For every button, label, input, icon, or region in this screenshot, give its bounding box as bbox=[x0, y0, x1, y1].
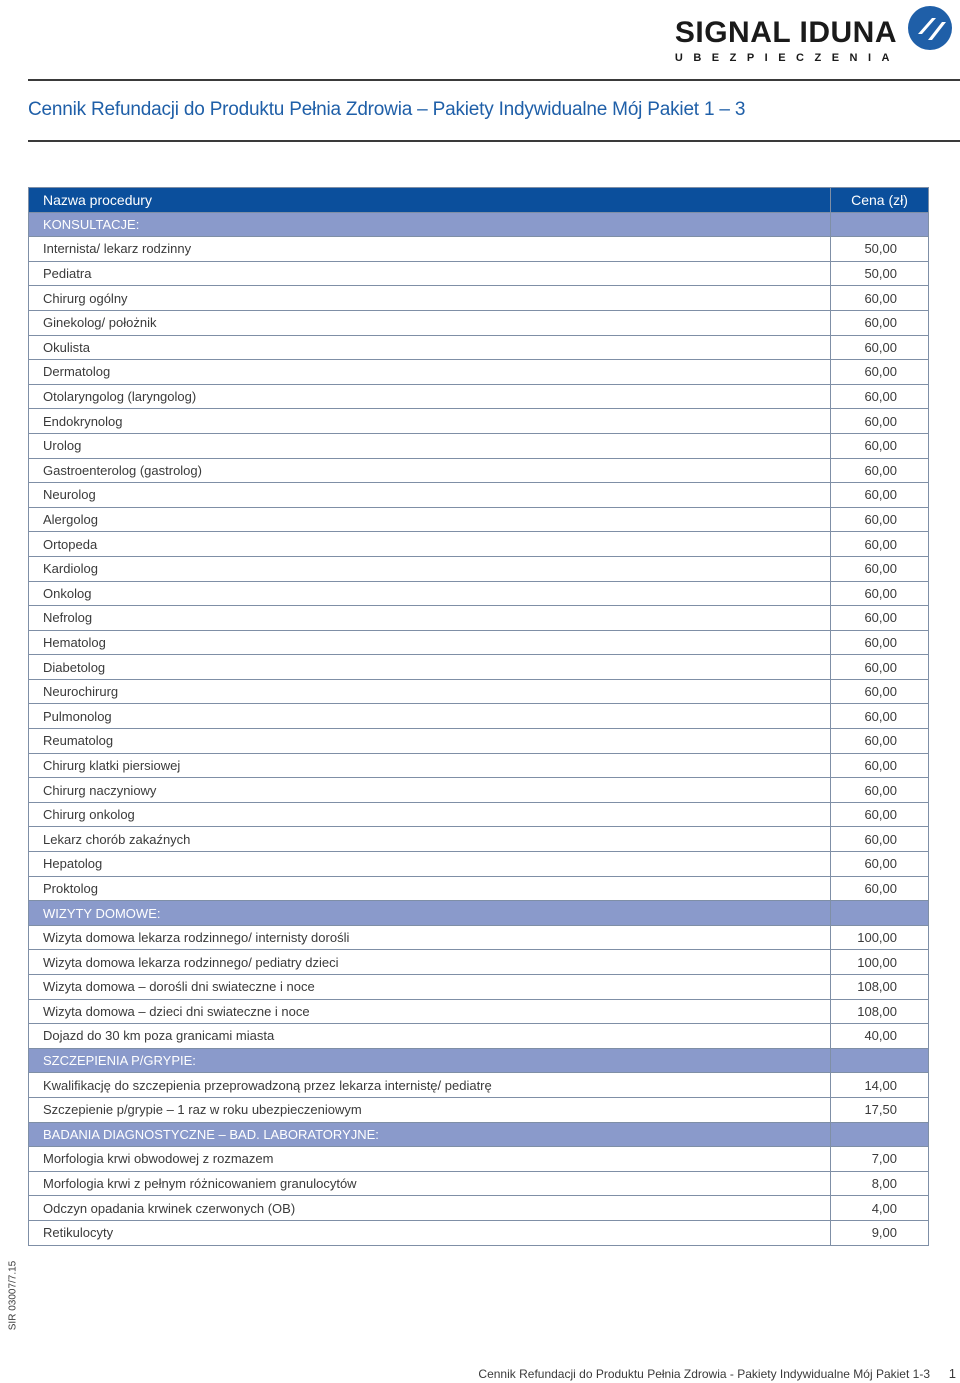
logo-title: SIGNAL IDUNA bbox=[674, 16, 897, 49]
price-table bbox=[28, 187, 929, 1246]
table-row bbox=[29, 384, 929, 409]
table-row bbox=[29, 975, 929, 1000]
procedure-name: Morfologia krwi obwodowej z rozmazem bbox=[29, 1147, 831, 1172]
procedure-name: Morfologia krwi z pełnym różnicowaniem granulocytów bbox=[29, 1171, 831, 1196]
table-row bbox=[29, 704, 929, 729]
column-header-name: Nazwa procedury bbox=[29, 188, 831, 213]
table-row bbox=[29, 360, 929, 385]
table-row bbox=[29, 532, 929, 557]
table-row bbox=[29, 802, 929, 827]
procedure-name: Diabetolog bbox=[29, 655, 831, 680]
procedure-name: Hematolog bbox=[29, 630, 831, 655]
procedure-price: 60,00 bbox=[831, 458, 929, 483]
section-title: KONSULTACJE: bbox=[29, 212, 831, 237]
procedure-price: 60,00 bbox=[831, 606, 929, 631]
procedure-price: 60,00 bbox=[831, 778, 929, 803]
procedure-price: 60,00 bbox=[831, 433, 929, 458]
logo-subtitle: UBEZPIECZENIA bbox=[674, 52, 900, 64]
procedure-name: Proktolog bbox=[29, 876, 831, 901]
table-row bbox=[29, 581, 929, 606]
table-row bbox=[29, 458, 929, 483]
procedure-name: Retikulocyty bbox=[29, 1220, 831, 1245]
procedure-name: Onkolog bbox=[29, 581, 831, 606]
procedure-price: 100,00 bbox=[831, 950, 929, 975]
procedure-price: 60,00 bbox=[831, 729, 929, 754]
procedure-name: Wizyta domowa lekarza rodzinnego/ internisty dorośli bbox=[29, 925, 831, 950]
table-row bbox=[29, 1024, 929, 1049]
procedure-name: Lekarz chorób zakaźnych bbox=[29, 827, 831, 852]
section-title: WIZYTY DOMOWE: bbox=[29, 901, 831, 926]
table-row bbox=[29, 852, 929, 877]
procedure-price: 60,00 bbox=[831, 532, 929, 557]
table-row bbox=[29, 556, 929, 581]
procedure-name: Otolaryngolog (laryngolog) bbox=[29, 384, 831, 409]
document-title: Cennik Refundacji do Produktu Pełnia Zdrowia – Pakiety Indywidualne Mój Pakiet 1 – 3 bbox=[28, 99, 746, 120]
procedure-name: Dermatolog bbox=[29, 360, 831, 385]
procedure-name: Pediatra bbox=[29, 261, 831, 286]
procedure-price: 60,00 bbox=[831, 852, 929, 877]
procedure-name: Gastroenterolog (gastrolog) bbox=[29, 458, 831, 483]
title-divider bbox=[28, 140, 960, 142]
table-row bbox=[29, 1220, 929, 1245]
section-row bbox=[29, 1048, 929, 1073]
table-row bbox=[29, 483, 929, 508]
procedure-name: Okulista bbox=[29, 335, 831, 360]
section-row bbox=[29, 1122, 929, 1147]
brand-logo bbox=[675, 18, 900, 64]
procedure-price: 60,00 bbox=[831, 679, 929, 704]
section-title: SZCZEPIENIA P/GRYPIE: bbox=[29, 1048, 831, 1073]
procedure-price: 8,00 bbox=[831, 1171, 929, 1196]
procedure-price: 60,00 bbox=[831, 827, 929, 852]
table-row bbox=[29, 778, 929, 803]
page-number: 1 bbox=[948, 1366, 956, 1381]
procedure-price: 60,00 bbox=[831, 310, 929, 335]
column-header-price: Cena (zł) bbox=[831, 188, 929, 213]
signal-iduna-emblem-icon bbox=[906, 4, 954, 52]
table-row bbox=[29, 310, 929, 335]
procedure-price: 60,00 bbox=[831, 655, 929, 680]
procedure-name: Wizyta domowa – dzieci dni swiateczne i noce bbox=[29, 999, 831, 1024]
procedure-name: Chirurg klatki piersiowej bbox=[29, 753, 831, 778]
procedure-price: 4,00 bbox=[831, 1196, 929, 1221]
procedure-price: 60,00 bbox=[831, 286, 929, 311]
procedure-price: 100,00 bbox=[831, 925, 929, 950]
procedure-price: 7,00 bbox=[831, 1147, 929, 1172]
procedure-name: Ginekolog/ położnik bbox=[29, 310, 831, 335]
table-row bbox=[29, 261, 929, 286]
procedure-name: Pulmonolog bbox=[29, 704, 831, 729]
procedure-name: Endokrynolog bbox=[29, 409, 831, 434]
procedure-name: Urolog bbox=[29, 433, 831, 458]
table-row bbox=[29, 655, 929, 680]
procedure-name: Chirurg naczyniowy bbox=[29, 778, 831, 803]
table-header-row bbox=[29, 188, 929, 213]
procedure-name: Wizyta domowa lekarza rodzinnego/ pediatry dzieci bbox=[29, 950, 831, 975]
procedure-price: 60,00 bbox=[831, 802, 929, 827]
procedure-name: Neurolog bbox=[29, 483, 831, 508]
procedure-price: 60,00 bbox=[831, 507, 929, 532]
procedure-price: 108,00 bbox=[831, 975, 929, 1000]
procedure-price: 60,00 bbox=[831, 556, 929, 581]
table-row bbox=[29, 606, 929, 631]
procedure-name: Wizyta domowa – dorośli dni swiateczne i noce bbox=[29, 975, 831, 1000]
table-row bbox=[29, 630, 929, 655]
procedure-name: Kardiolog bbox=[29, 556, 831, 581]
procedure-price: 60,00 bbox=[831, 704, 929, 729]
table-row bbox=[29, 286, 929, 311]
procedure-name: Chirurg onkolog bbox=[29, 802, 831, 827]
procedure-price bbox=[831, 212, 929, 237]
section-title: BADANIA DIAGNOSTYCZNE – BAD. LABORATORYJNE: bbox=[29, 1122, 831, 1147]
table-row bbox=[29, 999, 929, 1024]
table-row bbox=[29, 409, 929, 434]
table-row bbox=[29, 729, 929, 754]
procedure-price: 60,00 bbox=[831, 335, 929, 360]
procedure-price: 60,00 bbox=[831, 409, 929, 434]
procedure-price: 60,00 bbox=[831, 360, 929, 385]
procedure-name: Chirurg ogólny bbox=[29, 286, 831, 311]
table-row bbox=[29, 1073, 929, 1098]
procedure-price: 108,00 bbox=[831, 999, 929, 1024]
table-row bbox=[29, 679, 929, 704]
procedure-price bbox=[831, 1048, 929, 1073]
procedure-price: 60,00 bbox=[831, 630, 929, 655]
procedure-name: Alergolog bbox=[29, 507, 831, 532]
procedure-price: 60,00 bbox=[831, 483, 929, 508]
procedure-price: 50,00 bbox=[831, 261, 929, 286]
procedure-price: 17,50 bbox=[831, 1097, 929, 1122]
procedure-name: Internista/ lekarz rodzinny bbox=[29, 237, 831, 262]
footer-text: Cennik Refundacji do Produktu Pełnia Zdrowia - Pakiety Indywidualne Mój Pakiet 1-3 bbox=[478, 1367, 930, 1381]
procedure-name: Dojazd do 30 km poza granicami miasta bbox=[29, 1024, 831, 1049]
table-row bbox=[29, 433, 929, 458]
procedure-name: Szczepienie p/grypie – 1 raz w roku ubezpieczeniowym bbox=[29, 1097, 831, 1122]
procedure-price: 9,00 bbox=[831, 1220, 929, 1245]
procedure-name: Kwalifikację do szczepienia przeprowadzoną przez lekarza internistę/ pediatrę bbox=[29, 1073, 831, 1098]
table-body bbox=[29, 212, 929, 1245]
procedure-price: 14,00 bbox=[831, 1073, 929, 1098]
procedure-name: Hepatolog bbox=[29, 852, 831, 877]
table-row bbox=[29, 925, 929, 950]
table-row bbox=[29, 1097, 929, 1122]
table-row bbox=[29, 876, 929, 901]
procedure-name: Ortopeda bbox=[29, 532, 831, 557]
procedure-price: 50,00 bbox=[831, 237, 929, 262]
table-row bbox=[29, 335, 929, 360]
table-row bbox=[29, 827, 929, 852]
table-row bbox=[29, 950, 929, 975]
table-row bbox=[29, 237, 929, 262]
procedure-name: Reumatolog bbox=[29, 729, 831, 754]
table-row bbox=[29, 1147, 929, 1172]
procedure-price: 60,00 bbox=[831, 384, 929, 409]
section-row bbox=[29, 901, 929, 926]
procedure-price bbox=[831, 1122, 929, 1147]
section-row bbox=[29, 212, 929, 237]
procedure-name: Nefrolog bbox=[29, 606, 831, 631]
procedure-price: 60,00 bbox=[831, 581, 929, 606]
procedure-name: Neurochirurg bbox=[29, 679, 831, 704]
table-row bbox=[29, 753, 929, 778]
document-code: SIR 03007/7.15 bbox=[7, 1260, 19, 1331]
table-row bbox=[29, 1196, 929, 1221]
table-row bbox=[29, 507, 929, 532]
table-row bbox=[29, 1171, 929, 1196]
procedure-price: 40,00 bbox=[831, 1024, 929, 1049]
procedure-name: Odczyn opadania krwinek czerwonych (OB) bbox=[29, 1196, 831, 1221]
procedure-price: 60,00 bbox=[831, 876, 929, 901]
procedure-price bbox=[831, 901, 929, 926]
procedure-price: 60,00 bbox=[831, 753, 929, 778]
header-divider bbox=[28, 79, 960, 81]
